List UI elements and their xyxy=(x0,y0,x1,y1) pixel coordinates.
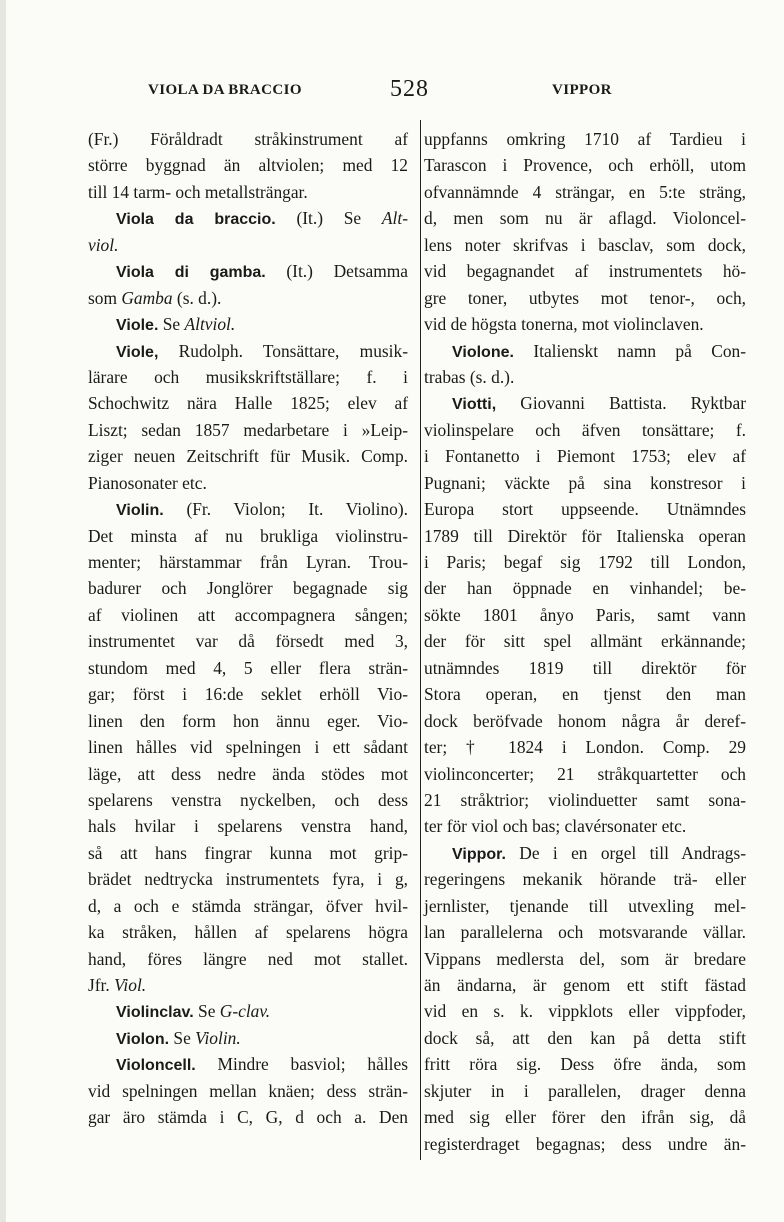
entry-headword: Violoncell. xyxy=(116,1057,196,1075)
entry-headword: Viola da braccio. xyxy=(116,211,276,229)
line-text: (s. d.). xyxy=(172,287,222,308)
text-line xyxy=(88,549,408,575)
text-line xyxy=(88,813,408,839)
text-line xyxy=(88,179,408,205)
line-text: ter för viol och bas; clavérsonater etc. xyxy=(424,816,687,837)
text-line xyxy=(88,919,408,945)
line-text: skjuter in i parallelen, drager denna xyxy=(424,1080,746,1101)
line-text: gre toner, utbytes mot tenor-, och, xyxy=(424,287,746,308)
text-line xyxy=(424,972,746,998)
text-line xyxy=(88,708,408,734)
entry-headword: Viole, xyxy=(116,343,159,361)
line-text: Jfr. xyxy=(88,975,115,995)
text-line xyxy=(424,523,746,549)
text-line xyxy=(88,893,408,919)
text-line xyxy=(88,628,408,654)
italic-text: Altviol. xyxy=(184,314,236,335)
line-text: Liszt; sedan 1857 medarbetare i »Leip- xyxy=(88,419,408,440)
line-text: De i en orgel till Andrags- xyxy=(505,842,746,863)
line-text: spelarens venstra nyckelben, och dess xyxy=(88,789,408,810)
text-line xyxy=(88,1051,408,1077)
text-line xyxy=(88,840,408,866)
text-line xyxy=(424,998,746,1024)
line-text: Se xyxy=(193,1001,220,1022)
line-text: ter; † 1824 i London. Comp. 29 xyxy=(424,737,746,758)
text-line xyxy=(88,998,408,1024)
text-line xyxy=(424,496,746,522)
line-text: Pianosonater etc. xyxy=(88,472,207,493)
line-text: stundom med 4, 5 eller flera strän- xyxy=(88,657,408,678)
text-line xyxy=(88,787,408,813)
text-line xyxy=(88,205,408,231)
line-text: lärare och musikskriftställare; f. i xyxy=(88,366,408,387)
text-line xyxy=(88,285,408,311)
line-text: gar äro stämda i C, G, d och a. Den xyxy=(88,1107,408,1128)
text-line xyxy=(424,866,746,892)
text-line xyxy=(88,443,408,469)
line-text: ofvannämnde 4 strängar, en 5:te sträng, xyxy=(424,181,746,202)
text-line xyxy=(88,232,408,258)
text-line xyxy=(424,1078,746,1104)
text-line xyxy=(424,575,746,601)
italic-text: Violin. xyxy=(195,1027,241,1048)
text-line xyxy=(424,628,746,654)
text-line xyxy=(424,655,746,681)
line-text: vid spelningen mellan knäen; dess strän- xyxy=(88,1080,408,1101)
line-text: (Fr. Violon; It. Violino). xyxy=(163,499,408,520)
text-line xyxy=(88,470,408,496)
right-column xyxy=(424,126,746,1157)
entry-headword: Vippor. xyxy=(452,845,506,863)
entry-headword: Viotti, xyxy=(452,396,497,414)
entry-headword: Viole. xyxy=(116,317,159,335)
line-text: (Fr.) Föråldradt stråkinstrument af xyxy=(88,129,408,149)
entry-headword: Violinclav. xyxy=(116,1004,194,1022)
text-line xyxy=(88,417,408,443)
text-line xyxy=(88,1104,408,1130)
line-text: Rudolph. Tonsättare, musik- xyxy=(158,340,408,361)
line-text: jernlister, tjenande till utvexling mel- xyxy=(424,895,746,916)
line-text: Giovanni Battista. Ryktbar xyxy=(496,393,746,414)
text-line xyxy=(424,840,746,866)
text-line xyxy=(424,470,746,496)
line-text: instrumentet var då försedt med 3, xyxy=(88,631,408,652)
text-line xyxy=(88,734,408,760)
italic-text: Alt- xyxy=(381,208,408,229)
line-text: ka stråken, hållen af spelarens högra xyxy=(88,922,408,943)
text-line xyxy=(424,1131,746,1157)
line-text: vid begagnandet af instrumentets hö- xyxy=(424,261,746,282)
text-line xyxy=(88,390,408,416)
text-line xyxy=(424,338,746,364)
line-text: af violinen att accompagnera sången; xyxy=(88,604,408,625)
text-line xyxy=(88,523,408,549)
line-text: linen hålles vid spelningen i ett sådant xyxy=(88,737,408,758)
line-text: linen den form hon ännu eger. Vio- xyxy=(88,710,408,731)
line-text: Vippans medlersta del, som är bredare xyxy=(424,948,746,969)
line-text: i Paris; begaf sig 1792 till London, xyxy=(424,552,746,572)
line-text: regeringens mekanik hörande trä- eller xyxy=(424,869,746,890)
text-line xyxy=(424,549,746,575)
italic-text: G-clav. xyxy=(219,1001,271,1022)
line-text: läge, att dess nedre ända stödes mot xyxy=(88,763,408,784)
line-text: i Fontanetto i Piemont 1753; elev af xyxy=(424,446,746,467)
text-line xyxy=(424,761,746,787)
text-line xyxy=(88,655,408,681)
line-text: d, men som nu är aflagd. Violoncel- xyxy=(424,208,746,229)
line-text: Det minsta af nu brukliga violinstru- xyxy=(88,525,408,546)
text-line xyxy=(424,1025,746,1051)
line-text: violinconcerter; 21 stråkquartetter och xyxy=(424,763,746,784)
line-text: större byggnad än altviolen; med 12 xyxy=(88,155,408,176)
line-text: uppfanns omkring 1710 af Tardieu i xyxy=(424,129,746,149)
line-text: badurer och Jonglörer begagnade sig xyxy=(88,578,408,599)
entry-headword: Viola di gamba. xyxy=(116,264,266,282)
text-line xyxy=(88,126,408,152)
line-text: fritt röra sig. Dess öfre ända, som xyxy=(424,1054,746,1075)
text-line xyxy=(88,152,408,178)
line-text: der han öppnade en vinhandel; be- xyxy=(424,578,746,599)
line-text: Schochwitz nära Halle 1825; elev af xyxy=(88,393,408,414)
entry-headword: Violon. xyxy=(116,1030,170,1048)
line-text: Europa stort uppseende. Utnämndes xyxy=(424,499,746,520)
running-head-right: VIPPOR xyxy=(552,82,612,98)
line-text: Italienskt namn på Con- xyxy=(513,340,746,361)
text-line xyxy=(424,285,746,311)
line-text: (It.) Detsamma xyxy=(265,261,408,282)
line-text: 21 stråktrior; violinduetter samt sona- xyxy=(424,789,746,810)
text-line xyxy=(424,179,746,205)
text-line xyxy=(424,232,746,258)
text-line xyxy=(88,761,408,787)
line-text: hals hvilar i spelarens venstra hand, xyxy=(88,816,408,837)
line-text: ziger neuen Zeitschrift für Musik. Comp. xyxy=(88,446,408,467)
text-line xyxy=(88,1078,408,1104)
text-line xyxy=(88,681,408,707)
text-line xyxy=(88,602,408,628)
line-text: 1789 till Direktör för Italienska operan xyxy=(424,525,746,546)
line-text: hand, föres längre ned mot stallet. xyxy=(88,948,408,969)
text-line xyxy=(88,496,408,522)
text-line xyxy=(88,311,408,337)
line-text: (It.) Se xyxy=(275,208,382,229)
line-text: vid de högsta tonerna, mot violinclaven. xyxy=(424,314,704,335)
line-text: med sig eller förer den ifrån sig, då xyxy=(424,1107,746,1128)
line-text: trabas (s. d.). xyxy=(424,366,515,387)
line-text: gar; först i 16:de seklet erhöll Vio- xyxy=(88,684,408,705)
line-text: Stora operan, en tjenst den man xyxy=(424,684,746,705)
text-line xyxy=(88,575,408,601)
line-text: d, a och e stämda strängar, öfver hvil- xyxy=(88,895,408,916)
text-line xyxy=(88,972,408,998)
text-line xyxy=(424,417,746,443)
text-line xyxy=(424,1104,746,1130)
line-text: lens noter skrifvas i basclav, som dock, xyxy=(424,234,746,255)
text-line xyxy=(424,919,746,945)
text-line xyxy=(424,364,746,390)
text-line xyxy=(424,813,746,839)
text-line xyxy=(424,681,746,707)
page-number: 528 xyxy=(390,76,429,102)
text-line xyxy=(424,602,746,628)
line-text: registerdraget begagnas; dess undre än- xyxy=(424,1133,746,1154)
text-line xyxy=(424,443,746,469)
line-text: Pugnani; väckte på sina konstresor i xyxy=(424,472,746,493)
text-line xyxy=(424,258,746,284)
line-text: Tarascon i Provence, och erhöll, utom xyxy=(424,155,746,176)
line-text: violinspelare och äfven tonsättare; f. xyxy=(424,419,746,440)
line-text: sökte 1801 ånyo Paris, samt vann xyxy=(424,604,746,625)
line-text: brädet nedtrycka instrumentets fyra, i g, xyxy=(88,869,408,890)
column-divider xyxy=(420,120,421,1160)
text-line xyxy=(88,1025,408,1051)
text-line xyxy=(424,946,746,972)
page-edge-shadow xyxy=(0,0,6,1222)
running-head-left: VIOLA DA BRACCIO xyxy=(148,82,302,98)
text-line xyxy=(424,787,746,813)
text-line xyxy=(424,311,746,337)
text-line xyxy=(88,258,408,284)
text-line xyxy=(424,1051,746,1077)
text-line xyxy=(424,152,746,178)
left-column xyxy=(88,126,408,1131)
text-line xyxy=(424,893,746,919)
line-text: dock så, att den kan på detta stift xyxy=(424,1027,746,1048)
line-text: der för sitt spel allmänt erkännande; xyxy=(424,631,746,652)
line-text: så att hans fingrar kunna mot grip- xyxy=(88,842,408,863)
text-line xyxy=(424,126,746,152)
text-line xyxy=(424,708,746,734)
text-line xyxy=(88,364,408,390)
line-text: menter; härstammar från Lyran. Trou- xyxy=(88,552,408,572)
line-text: till 14 tarm- och metallsträngar. xyxy=(88,181,308,202)
italic-text: viol. xyxy=(88,234,119,255)
line-text: än ändarna, är genom ett stift fästad xyxy=(424,975,746,995)
line-text: vid en s. k. vippklots eller vippfoder, xyxy=(424,1001,746,1022)
line-text: Mindre basviol; hålles xyxy=(195,1054,408,1075)
line-text: dock beröfvade honom några år deref- xyxy=(424,710,746,731)
text-line xyxy=(424,734,746,760)
line-text: lan parallelerna och motsvarande vällar. xyxy=(424,922,746,943)
line-text: utnämndes 1819 till direktör för xyxy=(424,657,746,678)
text-line xyxy=(424,205,746,231)
text-line xyxy=(88,866,408,892)
line-text: Se xyxy=(158,314,185,335)
entry-headword: Violone. xyxy=(452,343,514,361)
line-text: Se xyxy=(169,1027,196,1048)
entry-headword: Violin. xyxy=(116,502,164,520)
italic-text: Viol. xyxy=(114,975,147,995)
line-text: som xyxy=(88,287,122,308)
text-line xyxy=(88,946,408,972)
italic-text: Gamba xyxy=(121,287,173,308)
text-line xyxy=(88,338,408,364)
text-line xyxy=(424,390,746,416)
